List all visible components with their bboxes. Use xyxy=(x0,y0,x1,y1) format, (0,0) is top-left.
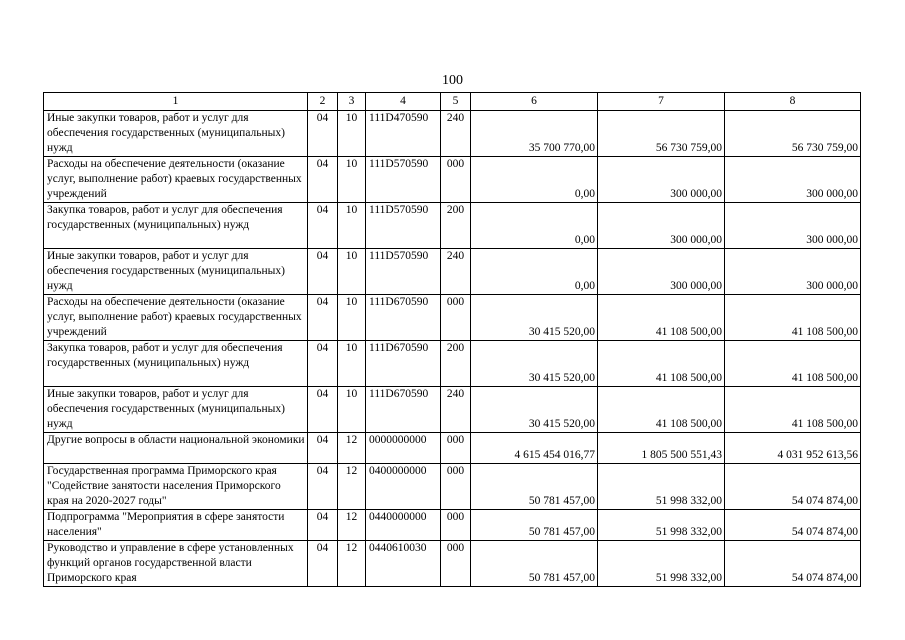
row-amount-col7: 41 108 500,00 xyxy=(598,295,725,341)
table-row xyxy=(44,541,861,587)
row-section: 04 xyxy=(308,433,338,464)
row-target-article: 111D570590 xyxy=(366,157,441,203)
row-amount-col7: 300 000,00 xyxy=(598,203,725,249)
row-amount-col6: 30 415 520,00 xyxy=(471,387,598,433)
row-section: 04 xyxy=(308,464,338,510)
row-target-article: 111D470590 xyxy=(366,111,441,157)
table-row xyxy=(44,464,861,510)
column-header-6: 6 xyxy=(471,93,598,111)
row-amount-col8: 54 074 874,00 xyxy=(725,464,861,510)
column-header-7: 7 xyxy=(598,93,725,111)
row-expense-type: 000 xyxy=(441,157,471,203)
row-amount-col8: 41 108 500,00 xyxy=(725,295,861,341)
row-amount-col6: 35 700 770,00 xyxy=(471,111,598,157)
row-amount-col7: 51 998 332,00 xyxy=(598,464,725,510)
row-section: 04 xyxy=(308,249,338,295)
row-amount-col6: 30 415 520,00 xyxy=(471,341,598,387)
row-amount-col7: 41 108 500,00 xyxy=(598,387,725,433)
row-section: 04 xyxy=(308,157,338,203)
column-header-8: 8 xyxy=(725,93,861,111)
row-subsection: 10 xyxy=(338,295,366,341)
budget-table xyxy=(43,92,861,587)
row-amount-col8: 300 000,00 xyxy=(725,203,861,249)
row-expense-type: 240 xyxy=(441,387,471,433)
row-section: 04 xyxy=(308,541,338,587)
row-expense-type: 240 xyxy=(441,111,471,157)
table-row xyxy=(44,295,861,341)
row-amount-col7: 1 805 500 551,43 xyxy=(598,433,725,464)
row-subsection: 10 xyxy=(338,157,366,203)
row-target-article: 111D670590 xyxy=(366,341,441,387)
row-amount-col6: 50 781 457,00 xyxy=(471,464,598,510)
column-header-1: 1 xyxy=(44,93,308,111)
row-amount-col8: 56 730 759,00 xyxy=(725,111,861,157)
row-amount-col8: 300 000,00 xyxy=(725,157,861,203)
row-section: 04 xyxy=(308,295,338,341)
row-target-article: 0000000000 xyxy=(366,433,441,464)
row-amount-col8: 4 031 952 613,56 xyxy=(725,433,861,464)
row-amount-col6: 30 415 520,00 xyxy=(471,295,598,341)
row-name: Другие вопросы в области национальной экономики xyxy=(44,433,308,464)
row-amount-col8: 300 000,00 xyxy=(725,249,861,295)
row-target-article: 111D670590 xyxy=(366,295,441,341)
row-section: 04 xyxy=(308,341,338,387)
row-subsection: 10 xyxy=(338,203,366,249)
table-row xyxy=(44,111,861,157)
row-expense-type: 200 xyxy=(441,341,471,387)
table-row xyxy=(44,510,861,541)
row-name: Государственная программа Приморского края "Содействие занятости населения Приморского края на 2020-2027 годы" xyxy=(44,464,308,510)
row-name: Расходы на обеспечение деятельности (оказание услуг, выполнение работ) краевых государственных учреждений xyxy=(44,295,308,341)
table-row xyxy=(44,203,861,249)
table-row xyxy=(44,433,861,464)
page-number: 100 xyxy=(442,73,463,88)
row-name: Иные закупки товаров, работ и услуг для обеспечения государственных (муниципальных) нужд xyxy=(44,111,308,157)
row-amount-col6: 4 615 454 016,77 xyxy=(471,433,598,464)
row-amount-col8: 41 108 500,00 xyxy=(725,387,861,433)
row-subsection: 12 xyxy=(338,510,366,541)
row-target-article: 111D570590 xyxy=(366,203,441,249)
row-amount-col7: 56 730 759,00 xyxy=(598,111,725,157)
row-expense-type: 000 xyxy=(441,510,471,541)
row-amount-col7: 41 108 500,00 xyxy=(598,341,725,387)
row-subsection: 12 xyxy=(338,541,366,587)
row-amount-col6: 50 781 457,00 xyxy=(471,541,598,587)
row-subsection: 10 xyxy=(338,387,366,433)
row-expense-type: 000 xyxy=(441,295,471,341)
row-amount-col7: 51 998 332,00 xyxy=(598,510,725,541)
row-section: 04 xyxy=(308,387,338,433)
row-expense-type: 240 xyxy=(441,249,471,295)
row-target-article: 111D670590 xyxy=(366,387,441,433)
row-section: 04 xyxy=(308,111,338,157)
row-amount-col6: 0,00 xyxy=(471,249,598,295)
column-header-4: 4 xyxy=(366,93,441,111)
row-name: Закупка товаров, работ и услуг для обеспечения государственных (муниципальных) нужд xyxy=(44,341,308,387)
row-subsection: 10 xyxy=(338,111,366,157)
table-row xyxy=(44,157,861,203)
row-target-article: 111D570590 xyxy=(366,249,441,295)
row-expense-type: 000 xyxy=(441,464,471,510)
row-amount-col6: 50 781 457,00 xyxy=(471,510,598,541)
row-expense-type: 000 xyxy=(441,433,471,464)
row-subsection: 10 xyxy=(338,249,366,295)
column-header-2: 2 xyxy=(308,93,338,111)
row-name: Иные закупки товаров, работ и услуг для обеспечения государственных (муниципальных) нужд xyxy=(44,387,308,433)
row-amount-col8: 54 074 874,00 xyxy=(725,541,861,587)
row-target-article: 0440610030 xyxy=(366,541,441,587)
table-header-row xyxy=(44,93,861,111)
row-section: 04 xyxy=(308,510,338,541)
row-expense-type: 200 xyxy=(441,203,471,249)
column-header-3: 3 xyxy=(338,93,366,111)
row-subsection: 12 xyxy=(338,464,366,510)
row-name: Расходы на обеспечение деятельности (оказание услуг, выполнение работ) краевых государственных учреждений xyxy=(44,157,308,203)
row-target-article: 0440000000 xyxy=(366,510,441,541)
row-target-article: 0400000000 xyxy=(366,464,441,510)
row-amount-col7: 51 998 332,00 xyxy=(598,541,725,587)
row-subsection: 10 xyxy=(338,341,366,387)
row-name: Руководство и управление в сфере установленных функций органов государственной власти Приморского края xyxy=(44,541,308,587)
column-header-5: 5 xyxy=(441,93,471,111)
row-name: Подпрограмма "Мероприятия в сфере занятости населения" xyxy=(44,510,308,541)
row-expense-type: 000 xyxy=(441,541,471,587)
row-name: Закупка товаров, работ и услуг для обеспечения государственных (муниципальных) нужд xyxy=(44,203,308,249)
table-row xyxy=(44,387,861,433)
table-row xyxy=(44,249,861,295)
row-amount-col8: 41 108 500,00 xyxy=(725,341,861,387)
row-amount-col7: 300 000,00 xyxy=(598,157,725,203)
row-section: 04 xyxy=(308,203,338,249)
row-amount-col8: 54 074 874,00 xyxy=(725,510,861,541)
row-amount-col7: 300 000,00 xyxy=(598,249,725,295)
table-row xyxy=(44,341,861,387)
row-amount-col6: 0,00 xyxy=(471,203,598,249)
row-name: Иные закупки товаров, работ и услуг для обеспечения государственных (муниципальных) нужд xyxy=(44,249,308,295)
row-subsection: 12 xyxy=(338,433,366,464)
row-amount-col6: 0,00 xyxy=(471,157,598,203)
